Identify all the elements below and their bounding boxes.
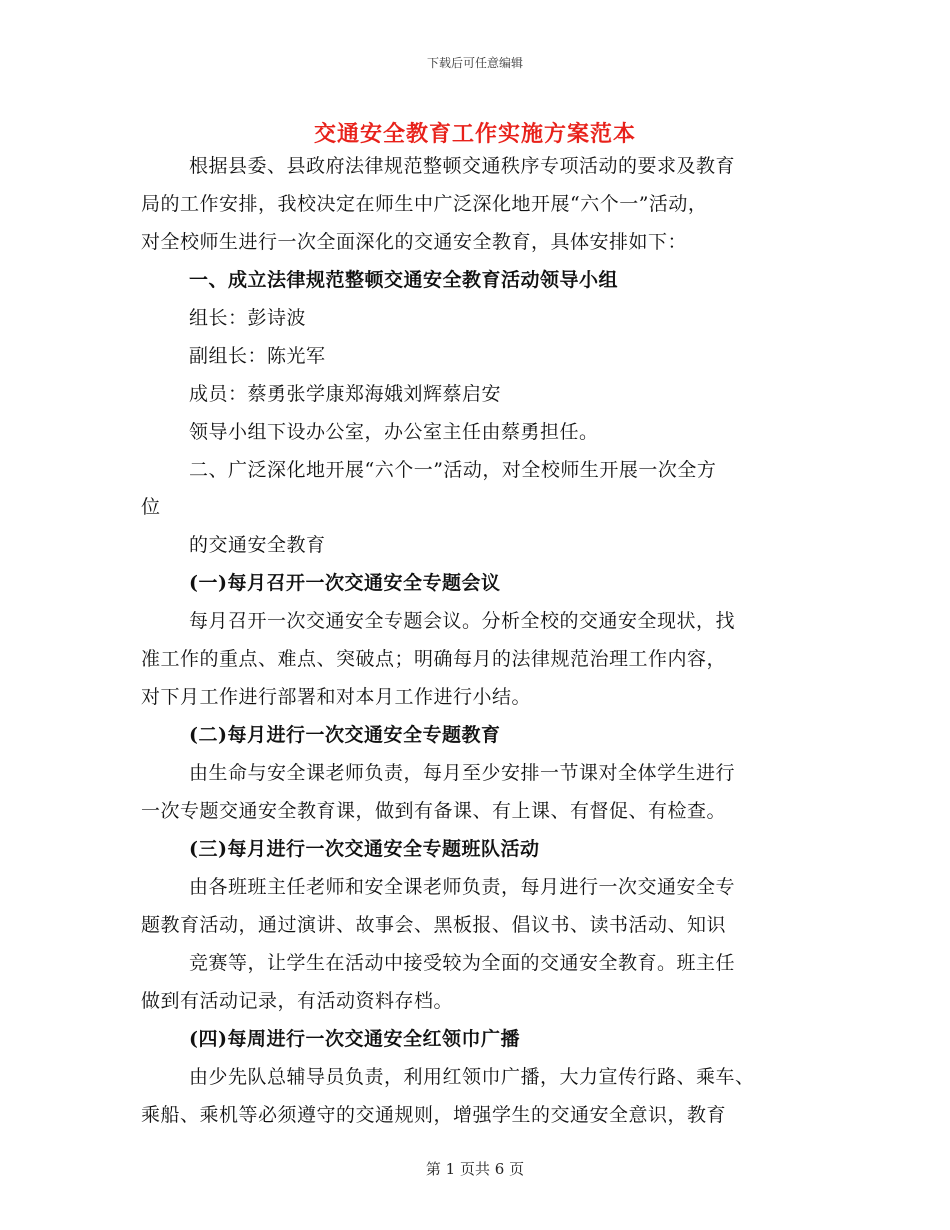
page-number: 第 1 页共 6 页	[425, 1160, 525, 1178]
text-line: 二、广泛深化地开展“六个一”活动，对全校师生开展一次全方	[189, 459, 717, 481]
header-note: 下载后可任意编辑	[426, 56, 523, 70]
text-line: 副组长：陈光军	[189, 345, 326, 367]
subsection-heading: (一)每月召开一次交通安全专题会议	[189, 572, 501, 594]
section-heading: 一、成立法律规范整顿交通安全教育活动领导小组	[189, 269, 619, 291]
text-line: 做到有活动记录，有活动资料存档。	[141, 990, 454, 1012]
subsection-heading: (二)每月进行一次交通安全专题教育	[189, 724, 501, 746]
text-line: 领导小组下设办公室，办公室主任由蔡勇担任。	[189, 421, 599, 443]
text-line: 对下月工作进行部署和对本月工作进行小结。	[141, 686, 532, 708]
text-line: 根据县委、县政府法律规范整顿交通秩序专项活动的要求及教育	[189, 155, 736, 177]
text-line: 位	[141, 496, 161, 518]
text-line: 竞赛等，让学生在活动中接受较为全面的交通安全教育。班主任	[189, 952, 736, 974]
text-line: 题教育活动，通过演讲、故事会、黑板报、倡议书、读书活动、知识	[141, 914, 727, 936]
text-line: 由少先队总辅导员负责，利用红领巾广播，大力宣传行路、乘车、	[189, 1066, 755, 1088]
text-line: 组长：彭诗波	[189, 307, 307, 329]
text-line: 局的工作安排，我校决定在师生中广泛深化地开展“六个一”活动，	[141, 193, 708, 215]
text-line: 准工作的重点、难点、突破点；明确每月的法律规范治理工作内容，	[141, 648, 727, 670]
text-line: 由生命与安全课老师负责，每月至少安排一节课对全体学生进行	[189, 762, 736, 784]
subsection-heading: (三)每月进行一次交通安全专题班队活动	[189, 838, 540, 860]
text-line: 的交通安全教育	[189, 534, 326, 556]
subsection-heading: (四)每周进行一次交通安全红领巾广播	[189, 1028, 520, 1050]
document-title: 交通安全教育工作实施方案范本	[313, 121, 636, 147]
text-line: 每月召开一次交通安全专题会议。分析全校的交通安全现状，找	[189, 610, 736, 632]
text-line: 对全校师生进行一次全面深化的交通安全教育，具体安排如下：	[141, 231, 688, 253]
text-line: 乘船、乘机等必须遵守的交通规则，增强学生的交通安全意识，教育	[141, 1104, 727, 1126]
text-line: 成员：蔡勇张学康郑海娥刘辉蔡启安	[189, 383, 502, 405]
text-line: 由各班班主任老师和安全课老师负责，每月进行一次交通安全专	[189, 876, 736, 898]
text-line: 一次专题交通安全教育课，做到有备课、有上课、有督促、有检查。	[141, 800, 727, 822]
